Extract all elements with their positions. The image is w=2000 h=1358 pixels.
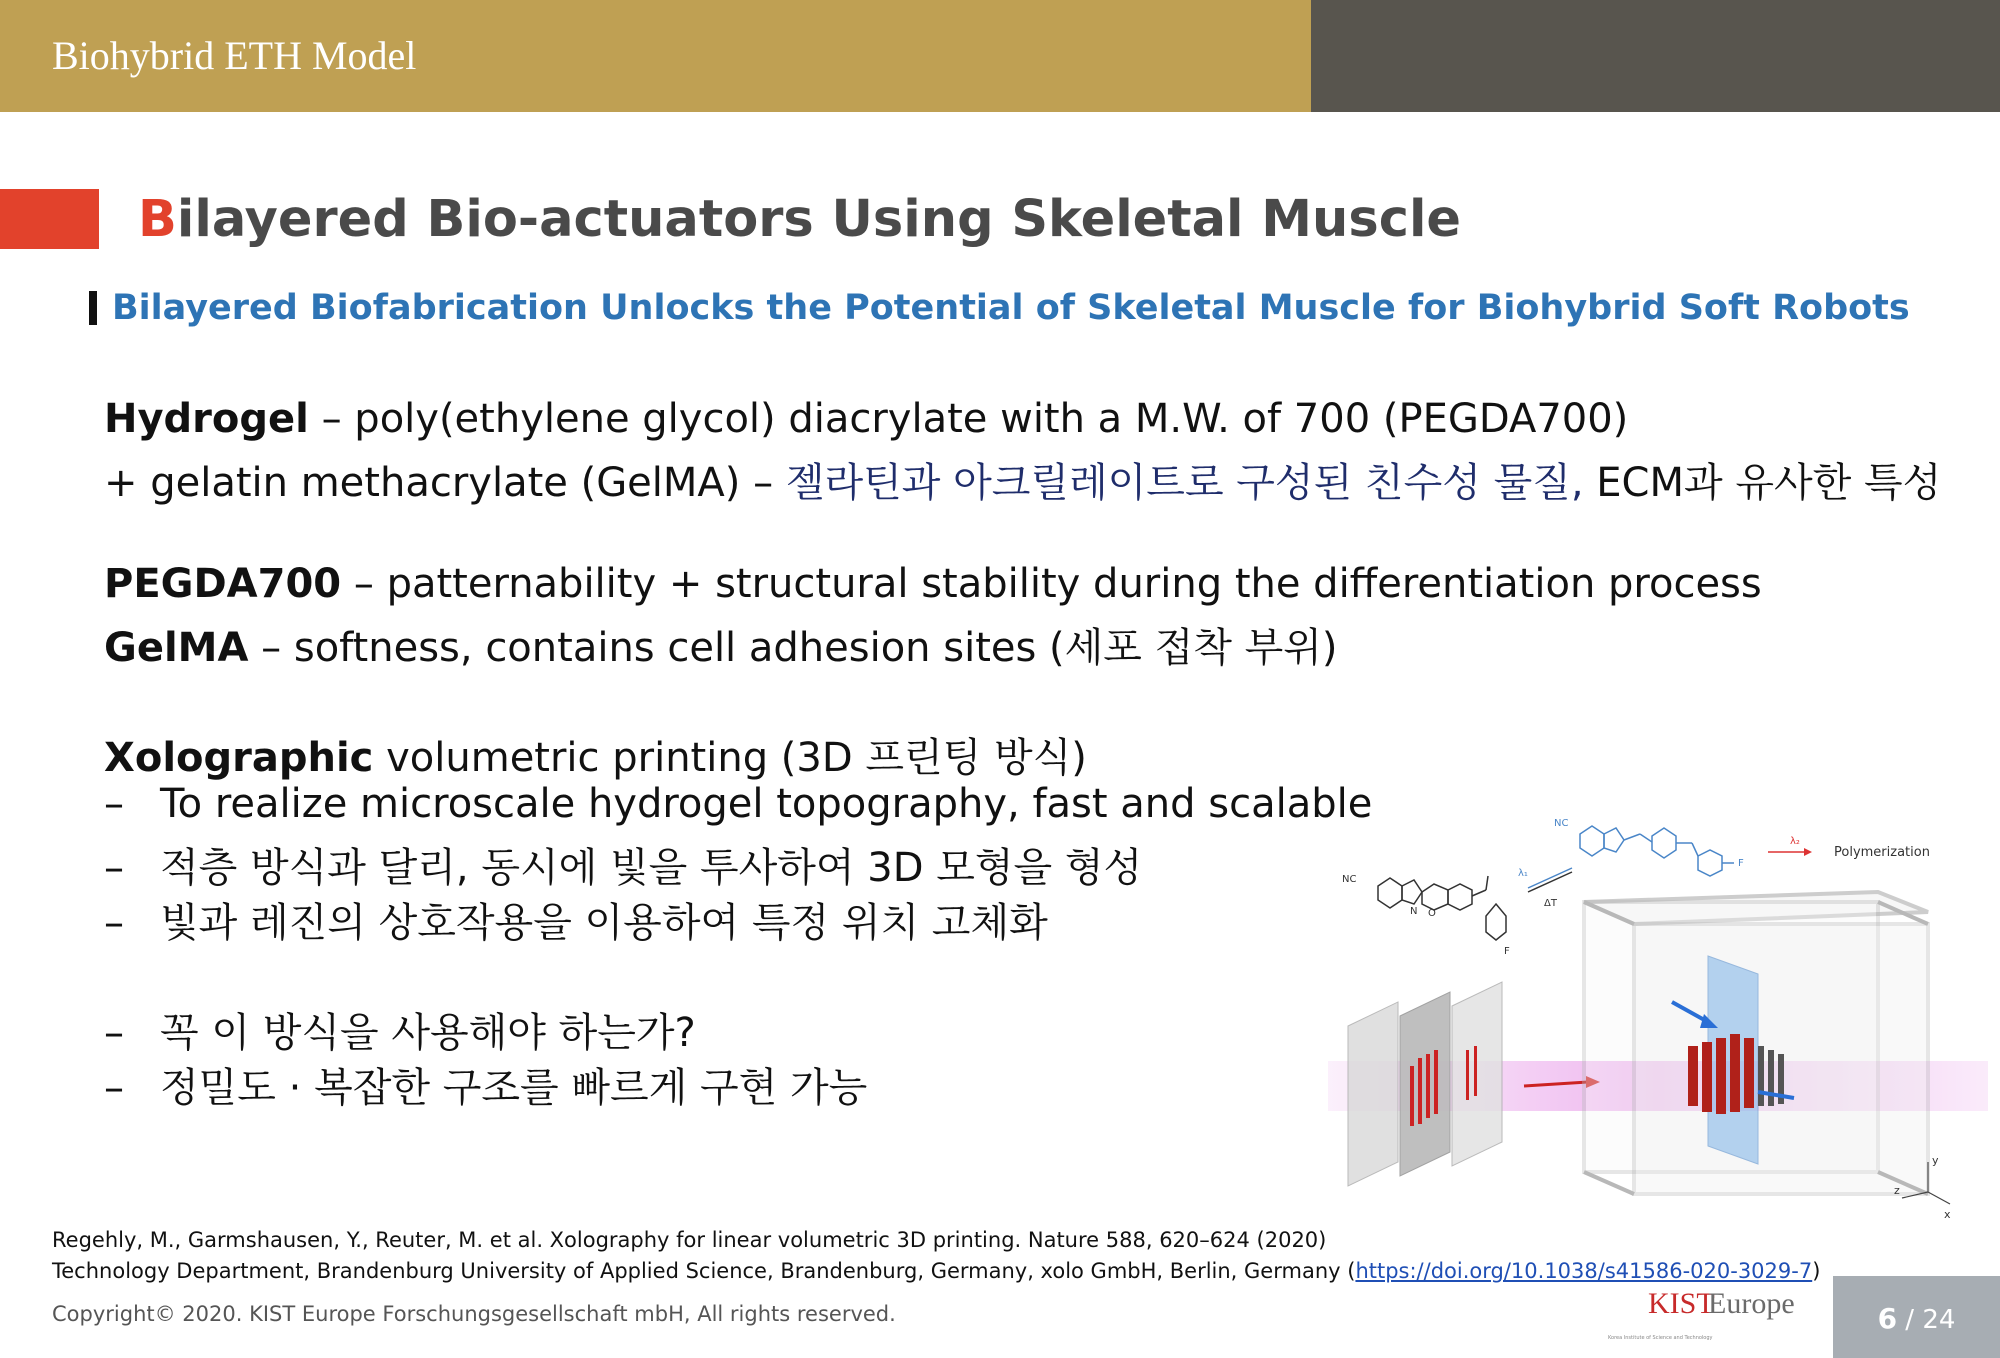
axis-x-label: x: [1944, 1208, 1951, 1221]
label-f2: F: [1738, 858, 1744, 869]
lambda1-arrow: [1528, 868, 1572, 888]
label-nc2: NC: [1554, 818, 1569, 829]
bullet-dash: –: [104, 781, 124, 827]
molecule-top: [1580, 826, 1734, 876]
reference-1: Regehly, M., Garmshausen, Y., Reuter, M. et al. Xolography for linear volumetric 3D printing. Nature 588, 620–624 (2020): [52, 1228, 1327, 1252]
gelma-desc: – softness, contains cell adhesion sites (세포 접착 부위): [248, 625, 1338, 671]
kist-europe-logo: [1608, 1283, 1804, 1347]
bullet-item: [104, 1001, 696, 1058]
bullet-text: 꼭 이 방식을 사용해야 하는가?: [160, 1010, 696, 1056]
title-marker: [0, 189, 99, 249]
bullet-dash: –: [104, 1065, 124, 1111]
gelma-line-ko2: ECM과 유사한 특성: [1583, 460, 1942, 506]
reference-2: [52, 1259, 1820, 1283]
header-title: Biohybrid ETH Model: [52, 33, 417, 78]
slide-title-initial: B: [138, 190, 177, 249]
copyright: Copyright© 2020. KIST Europe Forschungsgesellschaft mbH, All rights reserved.: [52, 1302, 896, 1326]
label-lambda1: λ₁: [1518, 868, 1528, 879]
hydrogel-desc: – poly(ethylene glycol) diacrylate with a M.W. of 700 (PEGDA700): [308, 396, 1629, 442]
label-f1: F: [1504, 946, 1510, 957]
bullet-dash: –: [104, 845, 124, 891]
bullet-dash: –: [104, 1010, 124, 1056]
xolo-term: Xolographic: [104, 735, 374, 781]
logo-small: Korea Institute of Science and Technology: [1608, 1335, 1713, 1341]
pegda-desc: – patternability + structural stability during the differentiation process: [341, 561, 1762, 607]
reference-2-text: Technology Department, Brandenburg University of Applied Science, Brandenburg, Germany, xolo GmbH, Berlin, Germany (: [52, 1259, 1356, 1283]
polymerization-arrowhead: [1804, 848, 1812, 856]
molecule-left: [1378, 876, 1506, 940]
bullet-text: 정밀도 · 복잡한 구조를 빠르게 구현 가능: [160, 1065, 868, 1111]
doi-link[interactable]: https://doi.org/10.1038/s41586-020-3029-7: [1355, 1259, 1813, 1283]
bullet-dash: –: [104, 900, 124, 946]
xolo-line: [104, 726, 1087, 783]
gelma-line-en: + gelatin methacrylate (GelMA) –: [104, 460, 786, 506]
label-lambda2: λ₂: [1790, 836, 1800, 847]
gelma-line: [104, 451, 1941, 508]
slide-title: [138, 190, 1461, 249]
label-polymerization: Polymerization: [1834, 845, 1930, 860]
bullet-item: [104, 836, 1142, 893]
gelma-term: GelMA: [104, 625, 249, 671]
logo-kist: KIST: [1648, 1287, 1715, 1320]
label-nc1: NC: [1342, 874, 1357, 885]
xolography-figure: [1328, 806, 1988, 1226]
label-o: O: [1428, 908, 1436, 919]
projection-slide: [1348, 1002, 1398, 1186]
axis-z-label: z: [1894, 1184, 1900, 1197]
logo-europe: Europe: [1708, 1287, 1795, 1320]
hydrogel-term: Hydrogel: [104, 396, 309, 442]
label-dt: ΔT: [1544, 898, 1557, 909]
reference-2-close: ): [1812, 1259, 1821, 1283]
header-bar-right: [1311, 0, 2000, 112]
gelma-props-line: [104, 616, 1338, 673]
dt-arrow: [1528, 872, 1572, 892]
bullet-text: 빛과 레진의 상호작용을 이용하여 특정 위치 고체화: [160, 900, 1048, 946]
slide-title-rest: ilayered Bio-actuators Using Skeletal Muscle: [176, 190, 1462, 249]
gelma-line-ko: 젤라틴과 아크릴레이트로 구성된 친수성 물질,: [785, 460, 1584, 506]
pegda-term: PEGDA700: [104, 561, 342, 607]
bullet-item: [104, 1056, 867, 1113]
bullet-text: To realize microscale hydrogel topography, fast and scalable: [160, 781, 1373, 827]
bullet-item: [104, 891, 1048, 948]
page-current: 6: [1877, 1302, 1898, 1335]
page-total: 24: [1922, 1305, 1956, 1335]
page-number-box: [1833, 1276, 2000, 1358]
bullet-text: 적층 방식과 달리, 동시에 빛을 투사하여 3D 모형을 형성: [160, 845, 1143, 891]
label-n: N: [1410, 906, 1418, 917]
printed-object: [1688, 1034, 1754, 1114]
pegda-line: [104, 561, 1762, 607]
page-number: [1833, 1302, 2000, 1335]
xolo-desc: volumetric printing (3D 프린팅 방식): [373, 735, 1087, 781]
bullet-item: [104, 781, 1372, 827]
projection-slide: [1400, 992, 1450, 1176]
hydrogel-line: [104, 396, 1628, 442]
slide-subtitle: Bilayered Biofabrication Unlocks the Potential of Skeletal Muscle for Biohybrid Soft Robots: [112, 288, 1910, 328]
page-separator: /: [1897, 1305, 1923, 1335]
axis-y-label: y: [1932, 1154, 1939, 1167]
subtitle-marker: [89, 291, 97, 325]
